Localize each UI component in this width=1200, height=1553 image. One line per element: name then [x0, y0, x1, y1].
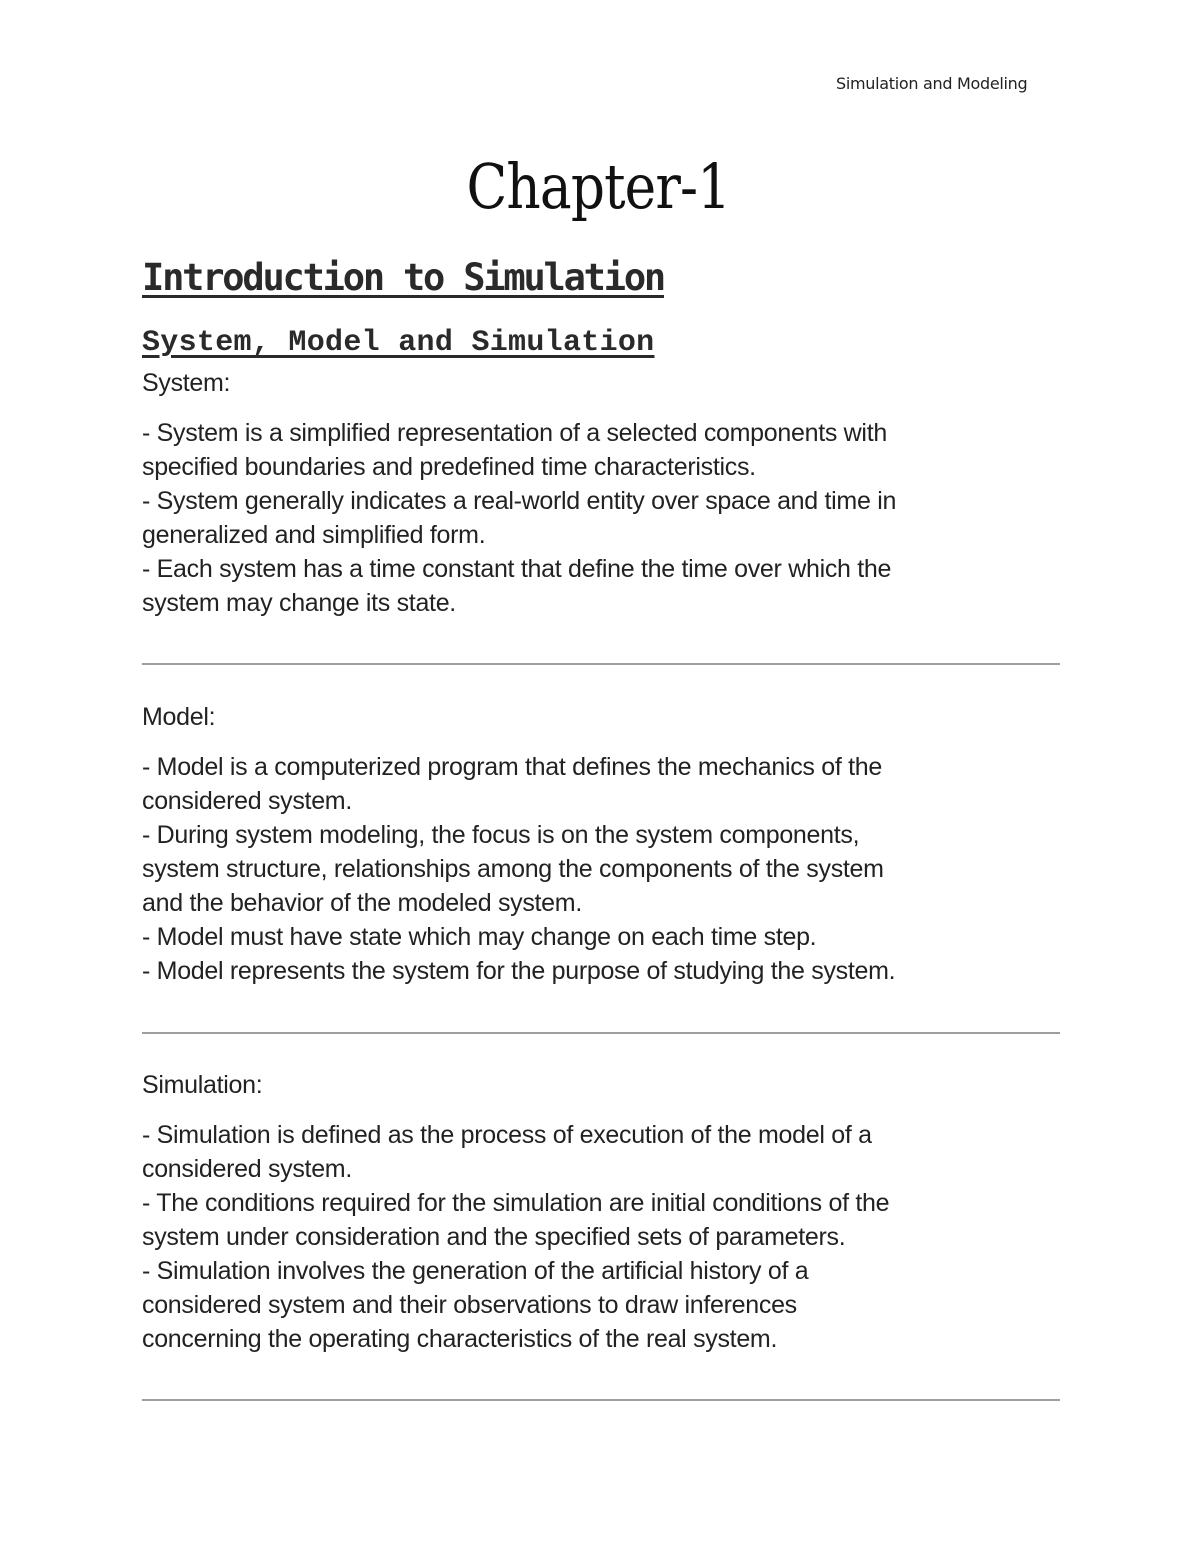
text-line: system may change its state.: [142, 589, 456, 617]
section-label: System:: [142, 369, 231, 397]
section-divider: [142, 1399, 1060, 1401]
text-line: specified boundaries and predefined time characteristics.: [142, 453, 756, 481]
text-line: system structure, relationships among the components of the system: [142, 855, 884, 883]
text-line: - Each system has a time constant that define the time over which the: [142, 555, 892, 583]
text-line: - System generally indicates a real-world entity over space and time in: [142, 487, 897, 515]
text-line: concerning the operating characteristics of the real system.: [142, 1325, 778, 1353]
section-divider: [142, 1032, 1060, 1034]
section-label: Simulation:: [142, 1071, 263, 1099]
section-label: Model:: [142, 703, 216, 731]
text-line: - Model must have state which may change on each time step.: [142, 923, 817, 951]
section-body: [142, 1118, 1060, 1356]
chapter-title-text: Chapter-1: [466, 150, 730, 223]
text-line: - System is a simplified representation of a selected components with: [142, 419, 887, 447]
section-simulation: [142, 1070, 1060, 1356]
section-system: [142, 368, 1060, 620]
text-line: considered system and their observations to draw inferences: [142, 1291, 797, 1319]
text-line: - Model represents the system for the purpose of studying the system.: [142, 957, 896, 985]
text-line: considered system.: [142, 1155, 352, 1183]
text-line: - During system modeling, the focus is on the system components,: [142, 821, 860, 849]
text-line: - Model is a computerized program that defines the mechanics of the: [142, 753, 883, 781]
text-line: - Simulation involves the generation of the artificial history of a: [142, 1257, 809, 1285]
section-divider: [142, 663, 1060, 665]
chapter-title: [0, 150, 1200, 223]
text-line: generalized and simplified form.: [142, 521, 486, 549]
text-line: system under consideration and the specified sets of parameters.: [142, 1223, 846, 1251]
section-model: [142, 702, 1060, 988]
text-line: considered system.: [142, 787, 352, 815]
section-body: [142, 750, 1060, 988]
main-heading: Introduction to Simulation: [142, 256, 664, 299]
subheading: System, Model and Simulation: [142, 326, 655, 360]
text-line: - The conditions required for the simulation are initial conditions of the: [142, 1189, 890, 1217]
text-line: - Simulation is defined as the process of execution of the model of a: [142, 1121, 872, 1149]
section-body: [142, 416, 1060, 620]
text-line: and the behavior of the modeled system.: [142, 889, 582, 917]
page-header: Simulation and Modeling: [836, 74, 1028, 93]
